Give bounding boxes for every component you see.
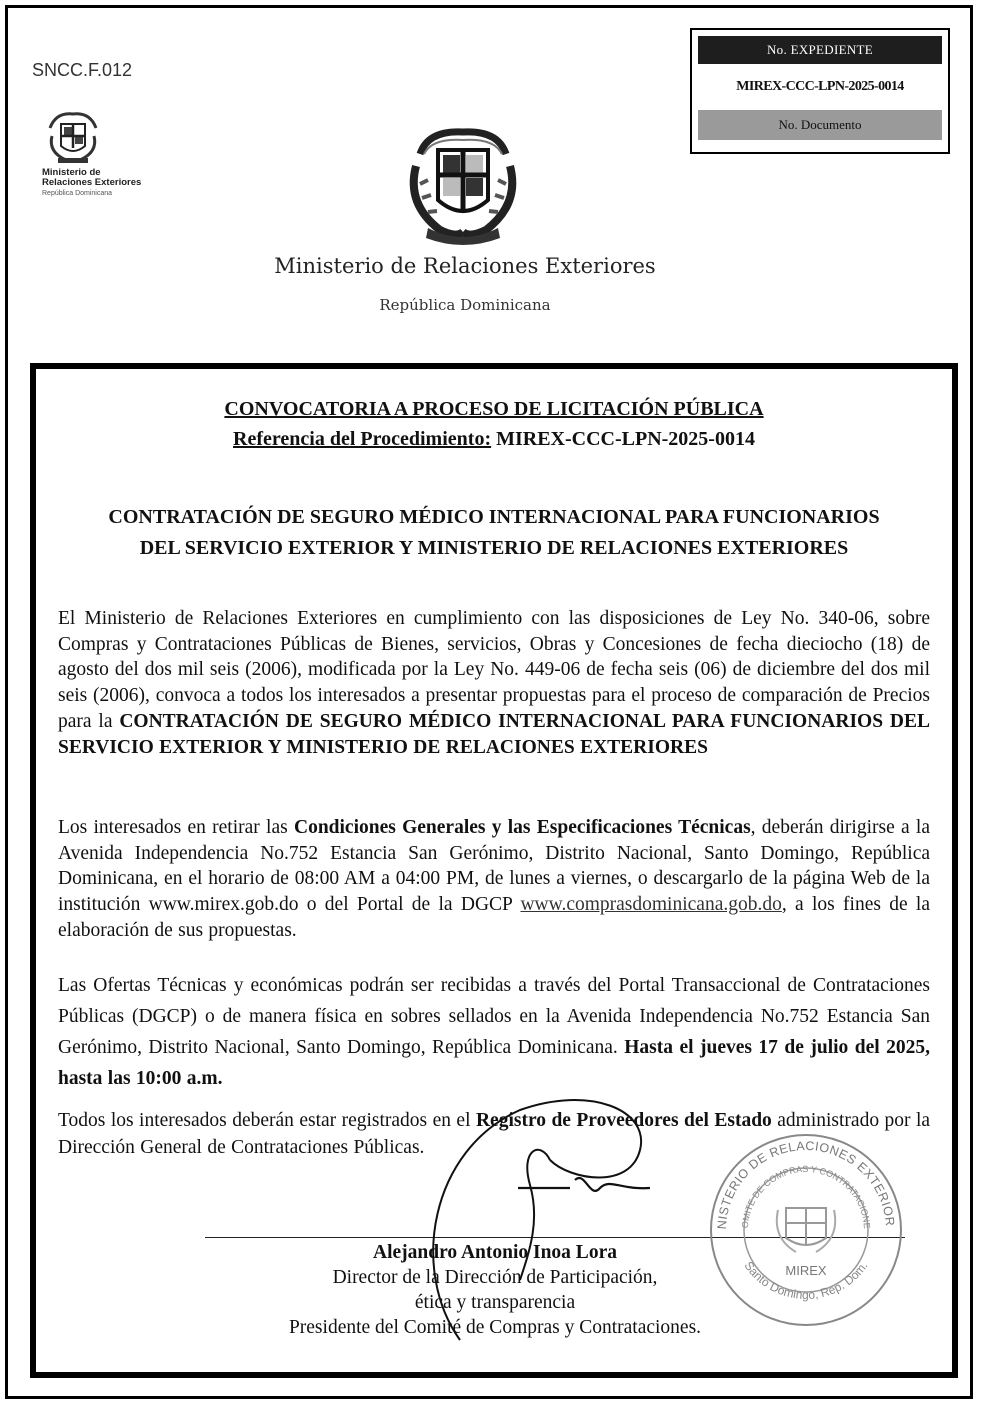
documento-label: No. Documento [698, 110, 942, 140]
coat-of-arms-icon [398, 124, 528, 249]
stamp-inner-text: OMITE DE COMPRAS Y CONTRATACIONE [739, 1163, 873, 1230]
stamp-center-label: MIREX [785, 1263, 827, 1278]
p2-text-a: Los interesados en retirar las [58, 817, 288, 838]
subject-line-2: DEL SERVICIO EXTERIOR Y MINISTERIO DE RELACIONES EXTERIORES [139, 537, 849, 559]
form-code: SNCC.F.012 [32, 60, 133, 80]
signer-block [200, 1240, 790, 1340]
dgcp-portal-link[interactable]: www.comprasdominicana.gob.do [520, 894, 782, 916]
main-coat-of-arms [398, 124, 528, 254]
notice-subject [58, 502, 930, 564]
stamp-ring-text: NISTERIO DE RELACIONES EXTERIOR [714, 1138, 898, 1230]
stamp-bottom-text: Santo Domingo, Rep. Dom. [741, 1258, 871, 1302]
p4-text-a: Todos los interesados deberán estar registrados en el [58, 1110, 471, 1131]
procedure-reference [30, 428, 958, 451]
p1-bold-subject: CONTRATACIÓN DE SEGURO MÉDICO INTERNACIONAL PARA FUNCIONARIOS DEL SERVICIO EXTERIOR Y MINISTERIO DE RELACIONES EXTERIORES [58, 710, 931, 758]
small-logo-line1: Ministerio de [42, 167, 101, 178]
ministry-name: Ministerio de Relaciones Exteriores [274, 254, 656, 278]
p1-text: El Ministerio de Relaciones Exteriores en cumplimiento con las disposiciones de Ley No. 340-06, sobre Compras y Contrataciones Públicas de Bienes, servicios, Obras y Concesiones de fecha dieciocho (18) de agosto del dos mil seis (2006), modificada por la Ley No. 449-06 de fecha seis (06) de diciembre del dos mil seis (2006), convoca a todos los interesados a presentar propuestas para el proceso de comparación de Precios para la [58, 608, 930, 732]
expediente-label: No. EXPEDIENTE [698, 36, 942, 64]
small-logo-line3: República Dominicana [42, 190, 113, 197]
p2-text-b: , deberán dirigirse a la Avenida Independencia No.752 Estancia San Gerónimo, Distrito Nacional, Santo Domingo, República Dominicana, en el horario de 08:00 AM a 04:00 PM, de lunes a viernes, o descargarlo de la página Web de la institución www.mirex.gob.do o del Portal de la DGCP [58, 817, 930, 916]
paragraph-convocation [58, 606, 930, 760]
notice-title: CONVOCATORIA A PROCESO DE LICITACIÓN PÚBLICA [224, 398, 764, 420]
signer-title-2: ética y transparencia [414, 1292, 576, 1313]
p4-text-b: administrado por la Dirección General de Contrataciones Públicas. [58, 1110, 931, 1158]
p4-bold: Registro de Proveedores del Estado [475, 1110, 772, 1131]
small-ministry-logo [42, 110, 152, 197]
p3-deadline: Hasta el jueves 17 de julio del 2025, hasta las 10:00 a.m. [58, 1037, 931, 1089]
stamp-icon [706, 1130, 906, 1330]
reference-label: Referencia del Procedimiento: [233, 428, 492, 450]
p2-bold: Condiciones Generales y las Especificaciones Técnicas [293, 817, 751, 838]
official-stamp [706, 1130, 906, 1335]
signer-title-3: Presidente del Comité de Compras y Contrataciones. [288, 1317, 702, 1338]
p2-text-c: , a los fines de la elaboración de sus propuestas. [58, 894, 931, 941]
subject-line-1: CONTRATACIÓN DE SEGURO MÉDICO INTERNACIONAL PARA FUNCIONARIOS [108, 506, 880, 528]
paragraph-offers [58, 970, 930, 1094]
paragraph-conditions [58, 815, 930, 944]
svg-text:MINISTERIO DE RELACIONES EXTER [706, 1130, 897, 1230]
signer-title-1: Director de la Dirección de Participación, [332, 1267, 658, 1288]
p3-text: Las Ofertas Técnicas y económicas podrán ser recibidas a través del Portal Transaccional de Contrataciones Públicas (DGCP) o de manera física en sobres sellados en la Avenida Independencia No.752 Estancia San Gerónimo, Distrito Nacional, Santo Domingo, República Dominicana. [58, 975, 930, 1058]
signer-name: Alejandro Antonio Inoa Lora [373, 1242, 617, 1263]
coat-of-arms-icon [44, 110, 102, 166]
small-logo-line2: Relaciones Exteriores [42, 177, 142, 188]
expediente-box [690, 28, 950, 154]
expediente-number: MIREX-CCC-LPN-2025-0014 [736, 79, 904, 94]
ministry-country: República Dominicana [379, 296, 551, 314]
reference-code: MIREX-CCC-LPN-2025-0014 [496, 428, 755, 450]
